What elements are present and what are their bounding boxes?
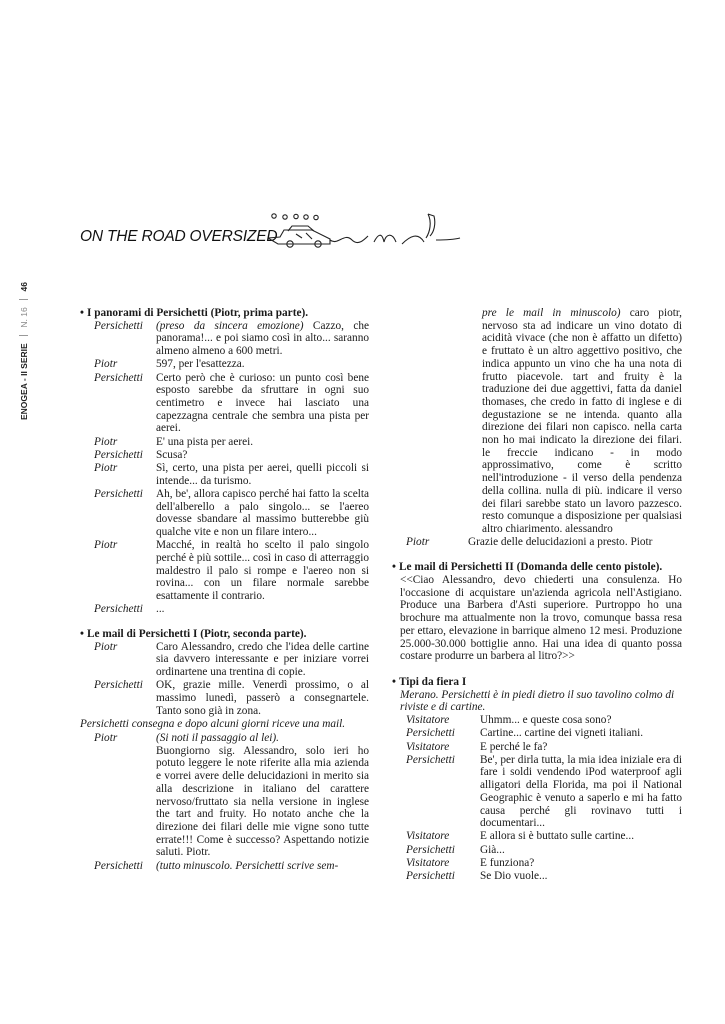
car-doodle-icon [268, 210, 468, 252]
speaker: Persichetti [94, 859, 143, 872]
speaker: Piotr [94, 732, 118, 744]
dialogue-line [392, 870, 682, 883]
dialogue-line [80, 488, 369, 539]
dialogue-line [392, 754, 682, 830]
line-text: E' una pista per aerei. [156, 435, 254, 448]
dialogue-line [80, 436, 369, 449]
paragraph: <<Ciao Alessandro, devo chiederti una consulenza. Ho l'occasione di acquistare un'azienda agricola nell'Astigiano. Produce una Barbera d'Asti superiore. Purtroppo ho una brochure ma attualmente non la trovo, comunque bassa resa per ettaro, elevazione in barrique almeno 12 mesi. Produzione 25.000-30.000 bottiglie anno. Hai una idea di quanto possa costare produrre un barbera al litro?>> [400, 574, 682, 663]
magazine-name: ENOGEA - II SERIE [19, 343, 29, 420]
narration: Persichetti consegna e dopo alcuni giorni riceve una mail. [80, 718, 346, 731]
side-tab [19, 282, 29, 420]
speaker: Piotr [406, 535, 430, 548]
speaker: Piotr [94, 640, 118, 653]
line-text: (tutto minuscolo. Persichetti scrive sem- [156, 859, 339, 872]
line-text: Be', per dirla tutta, la mia idea iniziale era di fare i soldi vendendo iPod waterproof agli alligatori della Florida, ma poi il National Geographic è venuto a saperlo e mi ha fatto causa perché gli rovinavo tutti i documentari... [480, 753, 682, 830]
line-text: Se Dio vuole... [480, 870, 548, 883]
section-title: • I panorami di Persichetti (Piotr, prima parte). [80, 307, 309, 319]
line-text: E funziona? [480, 856, 535, 869]
dialogue-line [80, 372, 369, 436]
line-text: ... [156, 603, 165, 616]
dialogue-line [392, 844, 682, 857]
line-text: Già... [480, 843, 505, 856]
line-text: E perché le fa? [480, 740, 548, 753]
line-text: Macché, in realtà ho scelto il palo singolo perché è più sottile... così in caso di atterraggio maldestro il palo si rompe e l'aereo non si rovina... con un filare normale sarebbe esattamente il contrario. [156, 539, 370, 602]
line-text: Ah, be', allora capisco perché hai fatto la scelta dell'alberello a palo singolo... se l'aereo dovesse sbandare al massimo butterebbe giù qualche vite e non un filare intero... [156, 487, 369, 538]
speaker: Persichetti [94, 679, 143, 692]
speaker: Persichetti [406, 843, 455, 856]
speaker: Persichetti [94, 603, 143, 616]
speaker: Piotr [94, 539, 118, 552]
dialogue-line [80, 732, 369, 859]
dialogue-line [80, 449, 369, 462]
dialogue-line [80, 603, 369, 616]
speaker: Piotr [94, 358, 118, 371]
dialogue-line [80, 320, 369, 358]
dialogue-line [392, 830, 682, 843]
speaker: Persichetti [94, 319, 143, 332]
dialogue-line [392, 727, 682, 740]
line-text: 597, per l'esattezza. [156, 358, 245, 371]
continued-text: pre le mail in minuscolo) caro piotr, nervoso sta ad indicare un vino dotato di acidità vivace (che non è affatto un difetto) e fruttato è un altro aggettivo positivo, che indica appunto un vino che ha una nota di frutto piacevole. tart and fruity è la traduzione dei due aggettivi, fatta da daniel thomases, che credo in fatto di inglese e di degustazione se ne intenda. quanto alla direzione dei filari non capisco. nella carta non ho mai indicato la direzione dei filari. le freccie indicano - in modo approssimativo, come è scritto nell'introduzione - il verso della pendenza della collina. nulla di più. indicare il verso dei filari sarebbe stato un lavoro pazzesco. resto comunque a disposizione per qualsiasi altro chiarimento. alessandro [482, 307, 683, 535]
line-text: Scusa? [156, 448, 188, 461]
speaker: Persichetti [94, 487, 143, 500]
dialogue-line [80, 358, 369, 371]
dialogue-line [80, 539, 369, 603]
dialogue-line [80, 462, 369, 487]
speaker: Visitatore [406, 830, 450, 843]
dialogue-line [392, 857, 682, 870]
line-text: E allora si è buttato sulle cartine... [480, 830, 635, 843]
speaker: Piotr [94, 461, 118, 474]
line-text: Cartine... cartine dei vigneti italiani. [480, 727, 644, 740]
right-column [392, 307, 682, 883]
speaker: Persichetti [406, 753, 455, 766]
line-text: OK, grazie mille. Venerdì prossimo, o al massimo lunedì, passerò a consegnartele. Tanto sono già in zona. [156, 679, 369, 717]
section-title: • Le mail di Persichetti I (Piotr, seconda parte). [80, 627, 307, 640]
dialogue-line [392, 536, 682, 549]
left-column [80, 307, 369, 872]
line-text: Caro Alessandro, credo che l'idea delle cartine sia davvero interessante e per iniziare vorrei ordinartene una trentina di copie. [156, 640, 369, 678]
dialogue-line [392, 714, 682, 727]
line-text: (preso da sincera emozione) Cazzo, che panorama!... e poi siamo così in alto... saranno almeno almeno a 600 metri. [156, 319, 370, 358]
speaker: Piotr [94, 435, 118, 448]
dialogue-line [80, 641, 369, 679]
speaker: Persichetti [94, 448, 143, 461]
speaker: Visitatore [406, 740, 450, 753]
divider [19, 299, 28, 300]
line-text: (Si noti il passaggio al lei). Buongiorno sig. Alessandro, solo ieri ho potuto leggere le note riferite alla mia azienda e vorrei avere delle delucidazioni in merito sia alla descrizione in italiano del carattere nervoso/fruttato sia nella versione in inglese the tart and fruity. Ho notato anche che la direzione dei filari delle mie vigne sono tutte errate!!! Come è successo? Aspettando notizie saluti. Piotr. [156, 732, 369, 859]
page-number: 46 [19, 282, 29, 292]
section-header-title: ON THE ROAD OVERSIZED [80, 228, 278, 245]
issue-number: N. 16 [19, 307, 29, 328]
speaker: Persichetti [406, 870, 455, 883]
line-text: Grazie delle delucidazioni a presto. Piotr [468, 535, 653, 548]
line-text: Certo però che è curioso: un punto così bene esposto sarebbe da sfruttare in ogni suo centimetro e invece hai lasciato una capezzagna centrale che sembra una pista per aerei. [156, 371, 369, 435]
dialogue-line [392, 741, 682, 754]
line-text: Uhmm... e queste cosa sono? [480, 714, 612, 727]
scene-intro: Merano. Persichetti è in piedi dietro il suo tavolino colmo di riviste e di cartine. [400, 688, 675, 714]
section-title: • Tipi da fiera I [392, 675, 467, 688]
line-text: Sì, certo, una pista per aerei, quelli piccoli si intende... da turismo. [156, 461, 369, 487]
dialogue-line [80, 860, 369, 873]
section-title: • Le mail di Persichetti II (Domanda delle cento pistole). [392, 561, 663, 574]
speaker: Visitatore [406, 714, 450, 727]
speaker: Visitatore [406, 856, 450, 869]
dialogue-line [80, 679, 369, 717]
speaker: Persichetti [406, 727, 455, 740]
speaker: Persichetti [94, 371, 143, 384]
divider [19, 335, 28, 336]
